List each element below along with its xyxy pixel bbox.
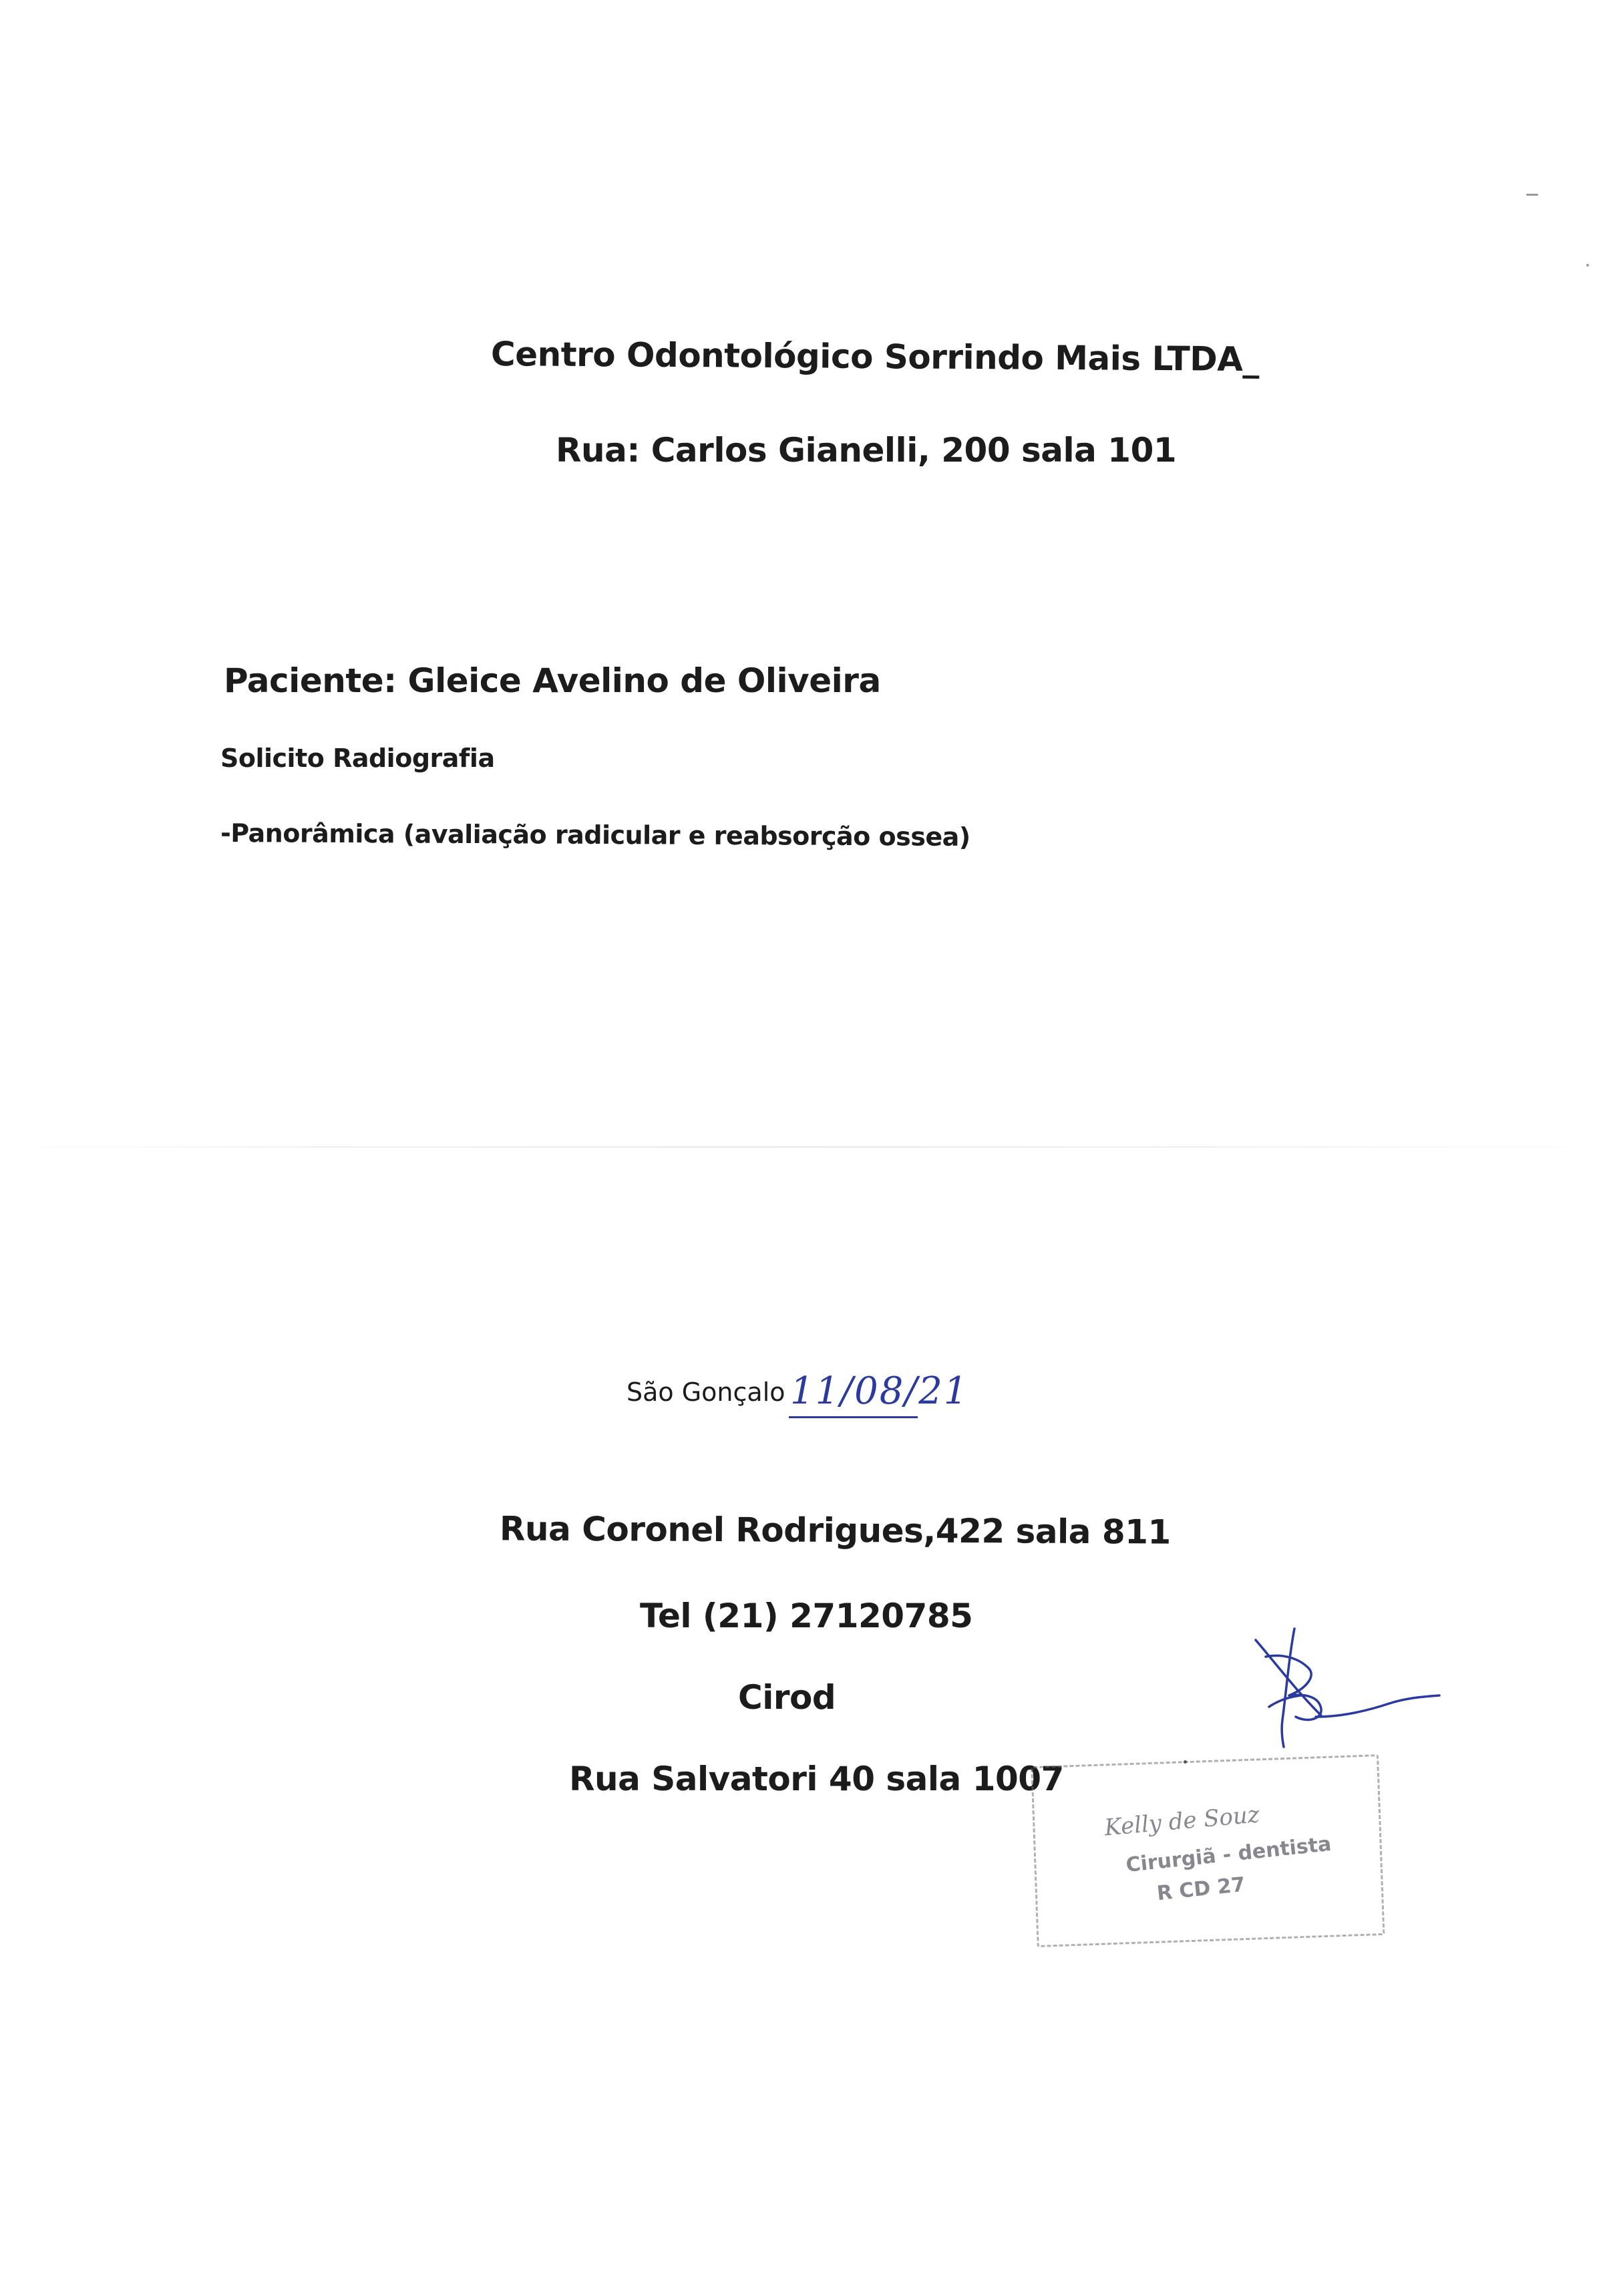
- referral-address-2: Rua Salvatori 40 sala 1007: [569, 1760, 1064, 1798]
- signature: [1242, 1617, 1443, 1750]
- date-underline: [789, 1416, 918, 1418]
- fold-line: [0, 1146, 1609, 1148]
- referral-phone: Tel (21) 27120785: [640, 1597, 973, 1635]
- request-label: Solicito Radiografia: [220, 744, 495, 773]
- professional-stamp: [1025, 1741, 1393, 1967]
- stamp-line-2: Cirurgiã - dentista: [1125, 1832, 1332, 1878]
- handwritten-date: 11/08/21: [790, 1369, 969, 1413]
- stamp-line-1: Kelly de Souz: [1103, 1801, 1261, 1842]
- referral-address-1: Rua Coronel Rodrigues,422 sala 811: [499, 1509, 1171, 1552]
- patient-name: Paciente: Gleice Avelino de Oliveira: [224, 661, 881, 700]
- city-label: São Gonçalo: [627, 1377, 785, 1407]
- clinic-name: Centro Odontológico Sorrindo Mais LTDA_: [490, 334, 1260, 379]
- scan-speck: [1586, 264, 1589, 267]
- referral-name: Cirod: [738, 1678, 836, 1717]
- clinic-address: Rua: Carlos Gianelli, 200 sala 101: [556, 431, 1177, 470]
- scan-speck: [1184, 1760, 1187, 1764]
- exam-item: -Panorâmica (avaliação radicular e reabsorção ossea): [220, 818, 970, 852]
- stamp-line-3: R CD 27: [1155, 1872, 1246, 1906]
- scan-speck: [1526, 194, 1538, 196]
